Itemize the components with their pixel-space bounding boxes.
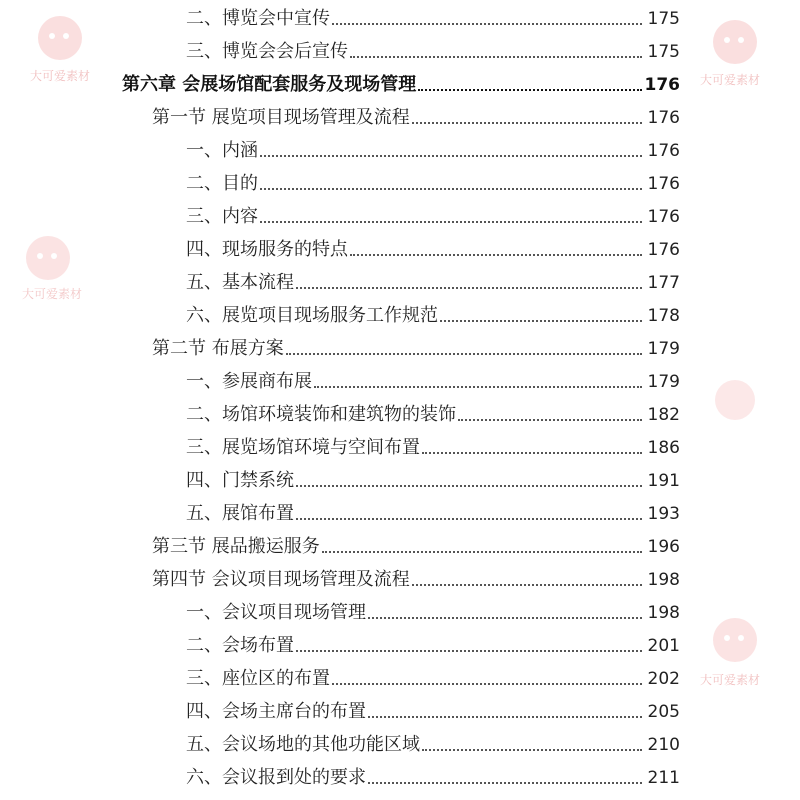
toc-section-entry[interactable]	[152, 531, 680, 559]
toc-dot-leader	[260, 221, 642, 223]
toc-item-entry[interactable]	[186, 465, 680, 493]
toc-dot-leader	[412, 584, 642, 586]
toc-item-entry[interactable]	[186, 300, 680, 328]
toc-page-number: 175	[647, 42, 680, 62]
toc-entry-label: 第二节 布展方案	[152, 338, 284, 359]
toc-page-number: 176	[647, 174, 680, 194]
toc-item-entry[interactable]	[186, 234, 680, 262]
toc-entry-label: 三、座位区的布置	[186, 668, 330, 689]
toc-entry-label: 二、博览会中宣传	[186, 8, 330, 29]
toc-page-number: 176	[647, 108, 680, 128]
toc-section-entry[interactable]	[152, 102, 680, 130]
toc-item-entry[interactable]	[186, 399, 680, 427]
toc-page-number: 179	[647, 339, 680, 359]
toc-entry-label: 第一节 展览项目现场管理及流程	[152, 107, 410, 128]
toc-dot-leader	[332, 683, 642, 685]
toc-dot-leader	[418, 89, 642, 91]
toc-page-number: 177	[647, 273, 680, 293]
toc-item-entry[interactable]	[186, 663, 680, 691]
toc-dot-leader	[314, 386, 642, 388]
watermark-text: 大可爱素材	[700, 673, 761, 687]
toc-chapter-entry[interactable]	[122, 69, 680, 97]
toc-dot-leader	[332, 23, 642, 25]
toc-dot-leader	[296, 485, 642, 487]
toc-dot-leader	[322, 551, 642, 553]
toc-entry-label: 五、展馆布置	[186, 503, 294, 524]
toc-section-entry[interactable]	[152, 564, 680, 592]
toc-dot-leader	[440, 320, 642, 322]
toc-page-number: 176	[647, 141, 680, 161]
toc-dot-leader	[286, 353, 642, 355]
toc-item-entry[interactable]	[186, 3, 680, 31]
toc-entry-label: 一、会议项目现场管理	[186, 602, 366, 623]
toc-dot-leader	[260, 155, 642, 157]
toc-entry-label: 四、会场主席台的布置	[186, 701, 366, 722]
toc-dot-leader	[458, 419, 642, 421]
toc-entry-label: 第四节 会议项目现场管理及流程	[152, 569, 410, 590]
toc-entry-label: 三、内容	[186, 206, 258, 227]
toc-entry-label: 第六章 会展场馆配套服务及现场管理	[122, 74, 417, 95]
toc-dot-leader	[296, 518, 642, 520]
toc-entry-label: 四、现场服务的特点	[186, 239, 348, 260]
toc-item-entry[interactable]	[186, 762, 680, 790]
toc-entry-label: 一、参展商布展	[186, 371, 312, 392]
toc-entry-label: 四、门禁系统	[186, 470, 294, 491]
toc-item-entry[interactable]	[186, 597, 680, 625]
toc-page-number: 193	[647, 504, 680, 524]
toc-page-number: 186	[647, 438, 680, 458]
toc-entry-label: 二、目的	[186, 173, 258, 194]
toc-page-number: 196	[647, 537, 680, 557]
toc-entry-label: 第三节 展品搬运服务	[152, 536, 320, 557]
toc-dot-leader	[350, 56, 642, 58]
toc-page-number: 178	[647, 306, 680, 326]
toc-item-entry[interactable]	[186, 201, 680, 229]
toc-page-number: 211	[647, 768, 680, 788]
toc-item-entry[interactable]	[186, 168, 680, 196]
toc-page-number: 176	[644, 75, 680, 95]
toc-item-entry[interactable]	[186, 729, 680, 757]
toc-page-number: 210	[647, 735, 680, 755]
toc-entry-label: 六、展览项目现场服务工作规范	[186, 305, 438, 326]
toc-page-number: 179	[647, 372, 680, 392]
toc-item-entry[interactable]	[186, 267, 680, 295]
toc-dot-leader	[422, 452, 642, 454]
toc-entry-label: 二、会场布置	[186, 635, 294, 656]
watermark-text: 大可爱素材	[30, 69, 91, 83]
toc-item-entry[interactable]	[186, 498, 680, 526]
toc-dot-leader	[350, 254, 642, 256]
toc-dot-leader	[296, 650, 642, 652]
toc-page-number: 202	[647, 669, 680, 689]
toc-dot-leader	[422, 749, 642, 751]
toc-entry-label: 一、内涵	[186, 140, 258, 161]
toc-item-entry[interactable]	[186, 366, 680, 394]
toc-dot-leader	[296, 287, 642, 289]
toc-dot-leader	[412, 122, 642, 124]
toc-page-number: 176	[647, 207, 680, 227]
toc-page-number: 205	[647, 702, 680, 722]
toc-page-number: 191	[647, 471, 680, 491]
toc-page-number: 198	[647, 603, 680, 623]
toc-dot-leader	[368, 617, 642, 619]
watermark-text: 大可爱素材	[700, 73, 761, 87]
toc-entry-label: 五、基本流程	[186, 272, 294, 293]
toc-page-number: 182	[647, 405, 680, 425]
toc-item-entry[interactable]	[186, 630, 680, 658]
toc-dot-leader	[368, 782, 642, 784]
toc-page-number: 198	[647, 570, 680, 590]
toc-entry-label: 六、会议报到处的要求	[186, 767, 366, 788]
toc-entry-label: 五、会议场地的其他功能区域	[186, 734, 420, 755]
toc-entry-label: 三、博览会会后宣传	[186, 41, 348, 62]
toc-page-number: 176	[647, 240, 680, 260]
toc-item-entry[interactable]	[186, 432, 680, 460]
toc-item-entry[interactable]	[186, 696, 680, 724]
toc-page-number: 201	[647, 636, 680, 656]
toc-item-entry[interactable]	[186, 135, 680, 163]
toc-entry-label: 二、场馆环境装饰和建筑物的装饰	[186, 404, 456, 425]
toc-page-number: 175	[647, 9, 680, 29]
toc-section-entry[interactable]	[152, 333, 680, 361]
toc-dot-leader	[368, 716, 642, 718]
toc-entry-label: 三、展览场馆环境与空间布置	[186, 437, 420, 458]
toc-dot-leader	[260, 188, 642, 190]
toc-item-entry[interactable]	[186, 36, 680, 64]
watermark-text: 大可爱素材	[22, 287, 83, 301]
